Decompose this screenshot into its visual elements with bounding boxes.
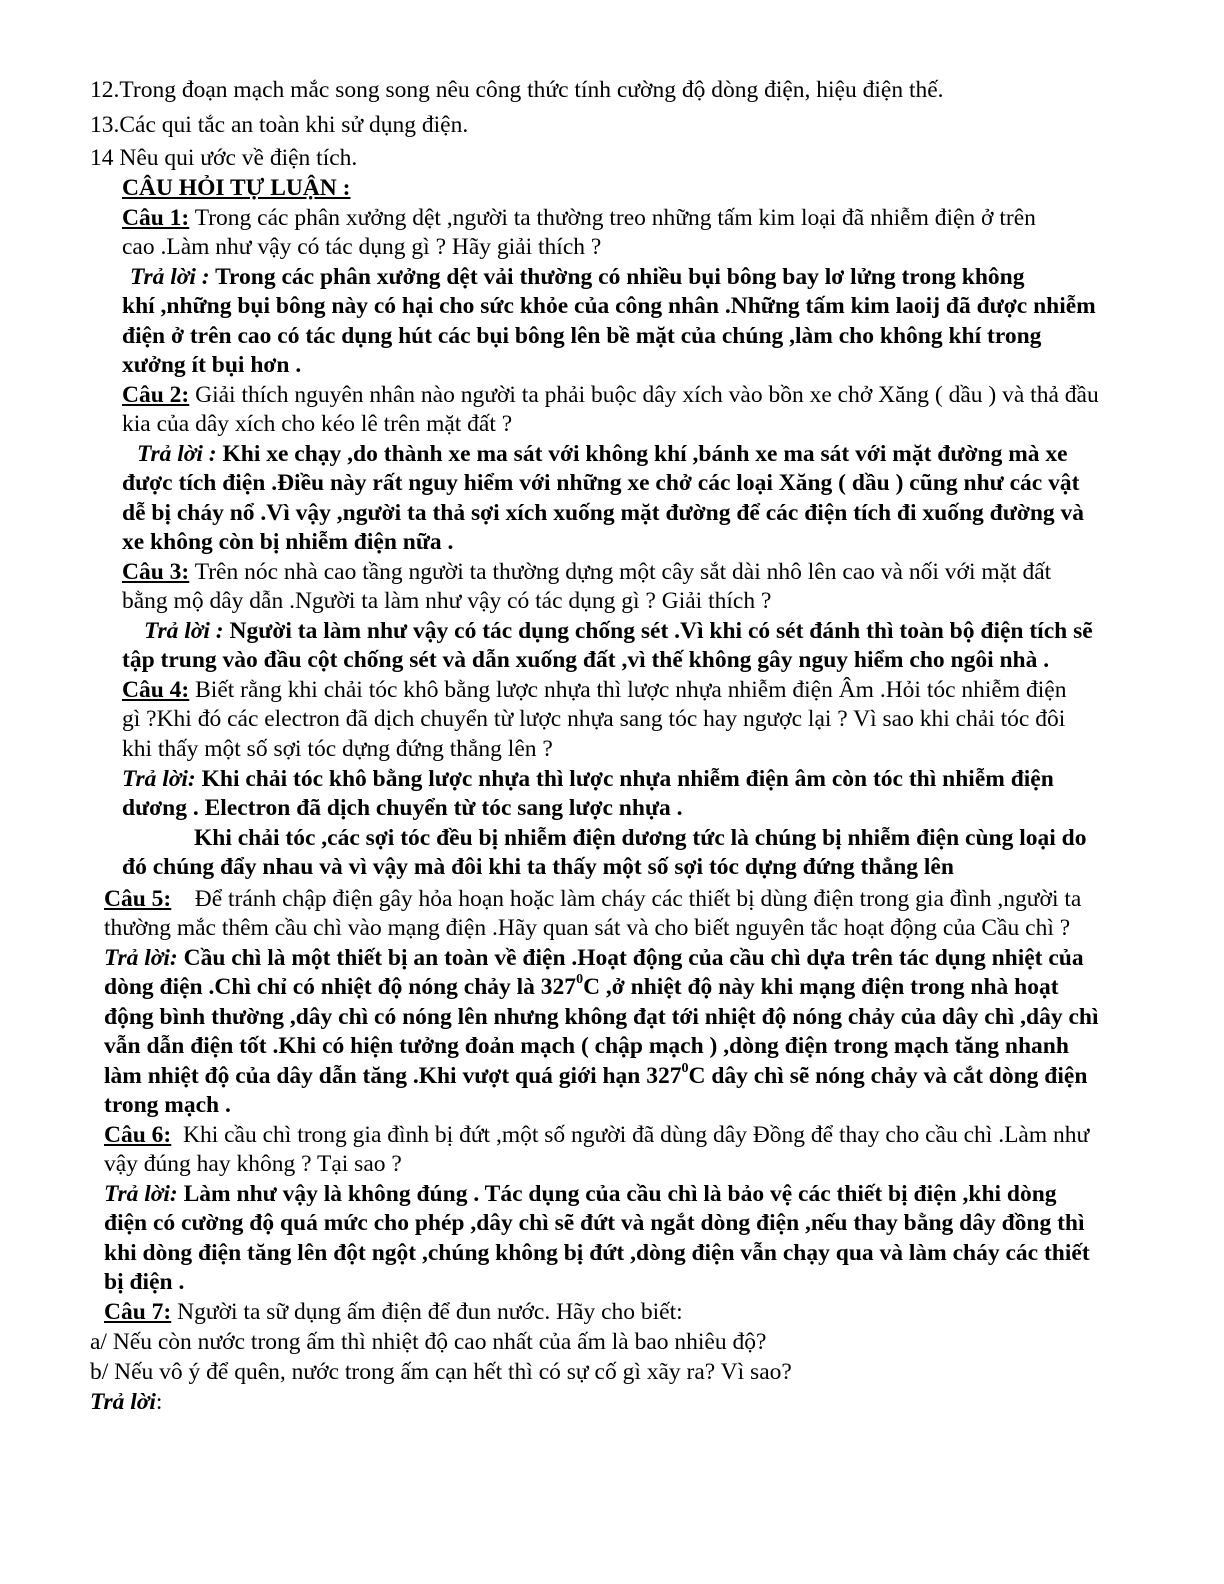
cau3-answer-label: Trả lời : xyxy=(144,618,224,644)
cau5-q-text: Để tránh chập điện gây hỏa hoạn hoặc làm cháy các thiết bị dùng điện trong gia đình ,người ta xyxy=(171,886,1082,912)
degree-superscript: 0 xyxy=(681,1061,689,1077)
cau5-a5-pre: làm nhiệt độ của dây dẫn tăng .Khi vượt quá giới hạn 327 xyxy=(104,1063,682,1089)
cau5-a5-post: C dây chì sẽ nóng chảy và cắt dòng điện xyxy=(688,1063,1088,1089)
cau7-q-text: Người ta sữ dụng ấm điện để đun nước. Hãy cho biết: xyxy=(171,1299,683,1325)
cau4-question-line3: khi thấy một số sợi tóc dựng đứng thẳng lên ? xyxy=(122,736,553,762)
cau3-q-text: Trên nóc nhà cao tầng người ta thường dựng một cây sắt dài nhô lên cao và nối với mặt đất xyxy=(189,559,1052,585)
degree-superscript: 0 xyxy=(576,972,584,988)
cau6-answer-label: Trả lời: xyxy=(104,1181,178,1207)
cau5-answer xyxy=(104,943,1084,973)
cau2-answer-line4: xe không còn bị nhiễm điện nữa . xyxy=(122,529,454,555)
cau3-question-line2: bằng mộ dây dẫn .Người ta làm như vậy có tác dụng gì ? Giải thích ? xyxy=(122,588,772,614)
cau4-answer xyxy=(122,764,1054,794)
cau5-answer-label: Trả lời: xyxy=(104,945,178,971)
cau2-question-line2: kia của dây xích cho kéo lê trên mặt đất ? xyxy=(122,411,513,437)
cau5-a-text: Cầu chì là một thiết bị an toàn về điện .Hoạt động của cầu chì dựa trên tác dụng nhiệt của xyxy=(177,945,1084,971)
cau1-answer-label: Trả lời : xyxy=(130,264,210,290)
cau4-question-line2: gì ?Khi đó các electron đã dịch chuyển từ lược nhựa sang tóc hay ngược lại ? Vì sao khi chải tóc đôi xyxy=(122,706,1066,732)
cau5-answer-line5 xyxy=(104,1061,1087,1091)
cau7-answer-label: Trả lời xyxy=(90,1389,156,1415)
item-13: 13.Các qui tắc an toàn khi sử dụng điện. xyxy=(90,112,469,138)
cau6-q-text: Khi cầu chì trong gia đình bị đứt ,một số người đã dùng dây Đồng để thay cho cầu chì .Làm như xyxy=(171,1122,1090,1148)
cau4-q-text: Biết rằng khi chải tóc khô bằng lược nhựa thì lược nhựa nhiễm điện Âm .Hỏi tóc nhiễm điện xyxy=(189,677,1067,703)
cau2-question xyxy=(122,380,1099,410)
cau7-part-a: a/ Nếu còn nước trong ấm thì nhiệt độ cao nhất của ấm là bao nhiêu độ? xyxy=(90,1329,767,1355)
cau4-label: Câu 4: xyxy=(122,677,190,703)
cau3-answer xyxy=(144,616,1093,646)
cau6-question-line2: vậy đúng hay không ? Tại sao ? xyxy=(104,1151,402,1177)
cau5-answer-line4: vẫn dẫn điện tốt .Khi có hiện tưởng đoản mạch ( chập mạch ) ,dòng điện trong mạch tăng nhanh xyxy=(104,1033,1069,1059)
cau2-answer-line3: dễ bị cháy nổ .Vì vậy ,người ta thả sợi xích xuống mặt đường để các điện tích đi xuống đường và xyxy=(122,500,1085,526)
cau5-question xyxy=(104,884,1081,914)
cau5-answer-line3: động bình thường ,dây chì có nóng lên nhưng không đạt tới nhiệt độ nóng chảy của dây chì ,dây chì xyxy=(104,1004,1099,1030)
cau2-a-text: Khi xe chạy ,do thành xe ma sát với không khí ,bánh xe ma sát với mặt đường mà xe xyxy=(216,441,1068,467)
cau6-a-text: Làm như vậy là không đúng . Tác dụng của cầu chì là bảo vệ các thiết bị điện ,khi dòng xyxy=(177,1181,1057,1207)
cau4-question xyxy=(122,675,1066,705)
cau6-label: Câu 6: xyxy=(104,1122,172,1148)
cau4-a-text: Khi chải tóc khô bằng lược nhựa thì lược nhựa nhiễm điện âm còn tóc thì nhiễm điện xyxy=(195,766,1054,792)
cau1-answer xyxy=(130,262,1024,292)
cau3-question xyxy=(122,557,1051,587)
section-title: CÂU HỎI TỰ LUẬN : xyxy=(122,175,351,201)
cau3-answer-line2: tập trung vào đầu cột chống sét và dẫn xuống đất ,vì thế không gây nguy hiểm cho ngôi nhà . xyxy=(122,647,1050,673)
cau1-a-text: Trong các phân xưởng dệt vải thường có nhiều bụi bông bay lơ lửng trong không xyxy=(209,264,1025,290)
cau6-answer xyxy=(104,1179,1057,1209)
cau4-answer-label: Trả lời: xyxy=(122,766,196,792)
cau1-question-line2: cao .Làm như vậy có tác dụng gì ? Hãy giải thích ? xyxy=(122,234,602,260)
cau1-label: Câu 1: xyxy=(122,205,190,231)
cau6-answer-line3: khi dòng điện tăng lên đột ngột ,chúng không bị đứt ,dòng điện vẫn chạy qua và làm cháy các thiết xyxy=(104,1240,1090,1266)
cau2-answer xyxy=(137,439,1068,469)
cau6-question xyxy=(104,1120,1089,1150)
cau1-answer-line2: khí ,những bụi bông này có hại cho sức khỏe của công nhân .Những tấm kim laoij đã được nhiễm xyxy=(122,293,1096,319)
cau7-question xyxy=(104,1297,683,1327)
cau2-q-text: Giải thích nguyên nhân nào người ta phải buộc dây xích vào bồn xe chở Xăng ( dầu ) và thả đầu xyxy=(189,382,1099,408)
cau5-answer-line6: trong mạch . xyxy=(104,1092,231,1118)
cau7-label: Câu 7: xyxy=(104,1299,172,1325)
cau1-answer-line4: xưởng ít bụi hơn . xyxy=(122,352,302,378)
cau5-label: Câu 5: xyxy=(104,886,172,912)
cau5-question-line2: thường mắc thêm cầu chì vào mạng điện .Hãy quan sát và cho biết nguyên tắc hoạt động của Cầu chì ? xyxy=(104,915,1071,941)
cau6-answer-line4: bị điện . xyxy=(104,1269,185,1295)
item-14: 14 Nêu qui ước về điện tích. xyxy=(90,145,358,171)
cau1-question xyxy=(122,203,1036,233)
cau2-answer-label: Trả lời : xyxy=(137,441,217,467)
item-12: 12.Trong đoạn mạch mắc song song nêu công thức tính cường độ dòng điện, hiệu điện thế. xyxy=(90,77,944,103)
cau3-label: Câu 3: xyxy=(122,559,190,585)
cau7-part-b: b/ Nếu vô ý để quên, nước trong ấm cạn hết thì có sự cố gì xãy ra? Vì sao? xyxy=(90,1359,792,1385)
cau5-a2-post: C ,ở nhiệt độ này khi mạng điện trong nhà hoạt xyxy=(583,974,1059,1000)
cau4-answer-line2: dương . Electron đã dịch chuyển từ tóc sang lược nhựa . xyxy=(122,795,683,821)
cau6-answer-line2: điện có cường độ quá mức cho phép ,dây chì sẽ đứt và ngắt dòng điện ,nếu thay bằng dây đồng thì xyxy=(104,1210,1085,1236)
cau4-answer-line4: đó chúng đẩy nhau và vì vậy mà đôi khi ta thấy một số sợi tóc dựng đứng thẳng lên xyxy=(122,854,954,880)
cau7-answer-colon: : xyxy=(155,1389,163,1415)
cau5-a2-pre: dòng điện .Chì chỉ có nhiệt độ nóng chảy là 327 xyxy=(104,974,577,1000)
cau3-a-text: Người ta làm như vậy có tác dụng chống sét .Vì khi có sét đánh thì toàn bộ điện tích sẽ xyxy=(223,618,1093,644)
cau4-answer-line3: Khi chải tóc ,các sợi tóc đều bị nhiễm điện dương tức là chúng bị nhiễm điện cùng loại do xyxy=(194,825,1087,851)
cau1-q-text: Trong các phân xưởng dệt ,người ta thường treo những tấm kim loại đã nhiễm điện ở trên xyxy=(189,205,1036,231)
cau2-label: Câu 2: xyxy=(122,382,190,408)
cau1-answer-line3: điện ở trên cao có tác dụng hút các bụi bông lên bề mặt của chúng ,làm cho không khí trong xyxy=(122,323,1042,349)
cau5-answer-line2 xyxy=(104,972,1059,1002)
cau7-answer xyxy=(90,1387,162,1417)
cau2-answer-line2: được tích điện .Điều này rất nguy hiểm với những xe chở các loại Xăng ( dầu ) cũng như các vật xyxy=(122,470,1080,496)
